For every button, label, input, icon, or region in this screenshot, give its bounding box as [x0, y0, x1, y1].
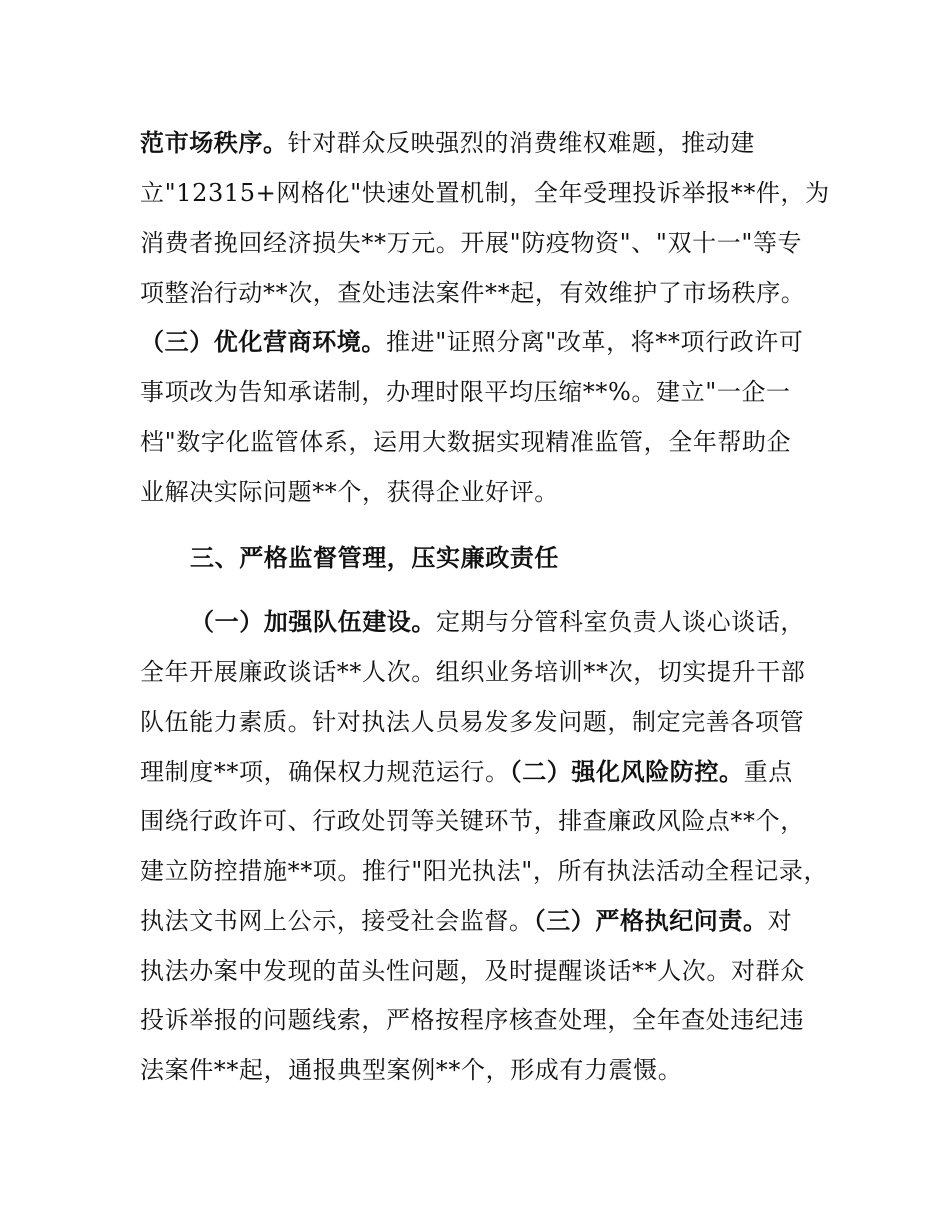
paragraph-line: 立"12315+网格化"快速处置机制，全年受理投诉举报**件，为: [140, 179, 830, 207]
text-run: 定期与分管科室负责人谈心谈话，: [436, 608, 805, 636]
bold-phrase: （二）强化风险防控。: [509, 758, 744, 786]
bold-phrase: 范市场秩序。: [140, 129, 288, 157]
paragraph-line: [140, 906, 840, 936]
text-run: 执法文书网上公示，接受社会监督。: [140, 907, 534, 935]
paragraph-line: 投诉举报的问题线索，严格按程序核查处理，全年查处违纪违: [140, 1006, 805, 1034]
text-run: 针对群众反映强烈的消费维权难题，推动建: [287, 129, 756, 157]
paragraph-line: [190, 607, 840, 637]
text-run: 重点: [743, 758, 793, 786]
bold-phrase: （一）加强队伍建设。: [190, 608, 436, 636]
paragraph-line: 队伍能力素质。针对执法人员易发多发问题，制定完善各项管: [140, 708, 805, 736]
paragraph-line: 全年开展廉政谈话**人次。组织业务培训**次，切实提升干部: [140, 658, 806, 686]
text-run: 对: [767, 907, 793, 935]
paragraph-line: 事项改为告知承诺制，办理时限平均压缩**%。建立"一企一: [140, 378, 791, 406]
bold-phrase: （三）优化营商环境。: [140, 328, 386, 356]
paragraph-line: 项整治行动**次，查处违法案件**起，有效维护了市场秩序。: [140, 279, 806, 307]
paragraph-line: 法案件**起，通报典型案例**个，形成有力震慑。: [140, 1056, 683, 1084]
paragraph-line: 业解决实际问题**个，获得企业好评。: [140, 478, 559, 506]
paragraph-line: 建立防控措施**项。推行"阳光执法"，所有执法活动全程记录，: [140, 857, 829, 885]
paragraph-line: 执法办案中发现的苗头性问题，及时提醒谈话**人次。对群众: [140, 957, 805, 985]
paragraph-line: 消费者挽回经济损失**万元。开展"防疫物资"、"双十一"等专: [140, 229, 803, 257]
bold-phrase: （三）严格执纪问责。: [533, 907, 768, 935]
paragraph-line: [140, 757, 840, 787]
paragraph-line: 档"数字化监管体系，运用大数据实现精准监管，全年帮助企: [140, 428, 792, 456]
text-run: 理制度**项，确保权力规范运行。: [140, 758, 510, 786]
section-heading: 三、严格监督管理，压实廉政责任: [190, 544, 559, 572]
text-run: 推进"证照分离"改革，将**项行政许可: [386, 328, 804, 356]
paragraph-line: [140, 327, 840, 357]
paragraph-line: 围绕行政许可、行政处罚等关键环节，排查廉政风险点**个，: [140, 807, 805, 835]
paragraph-line: [140, 128, 840, 158]
